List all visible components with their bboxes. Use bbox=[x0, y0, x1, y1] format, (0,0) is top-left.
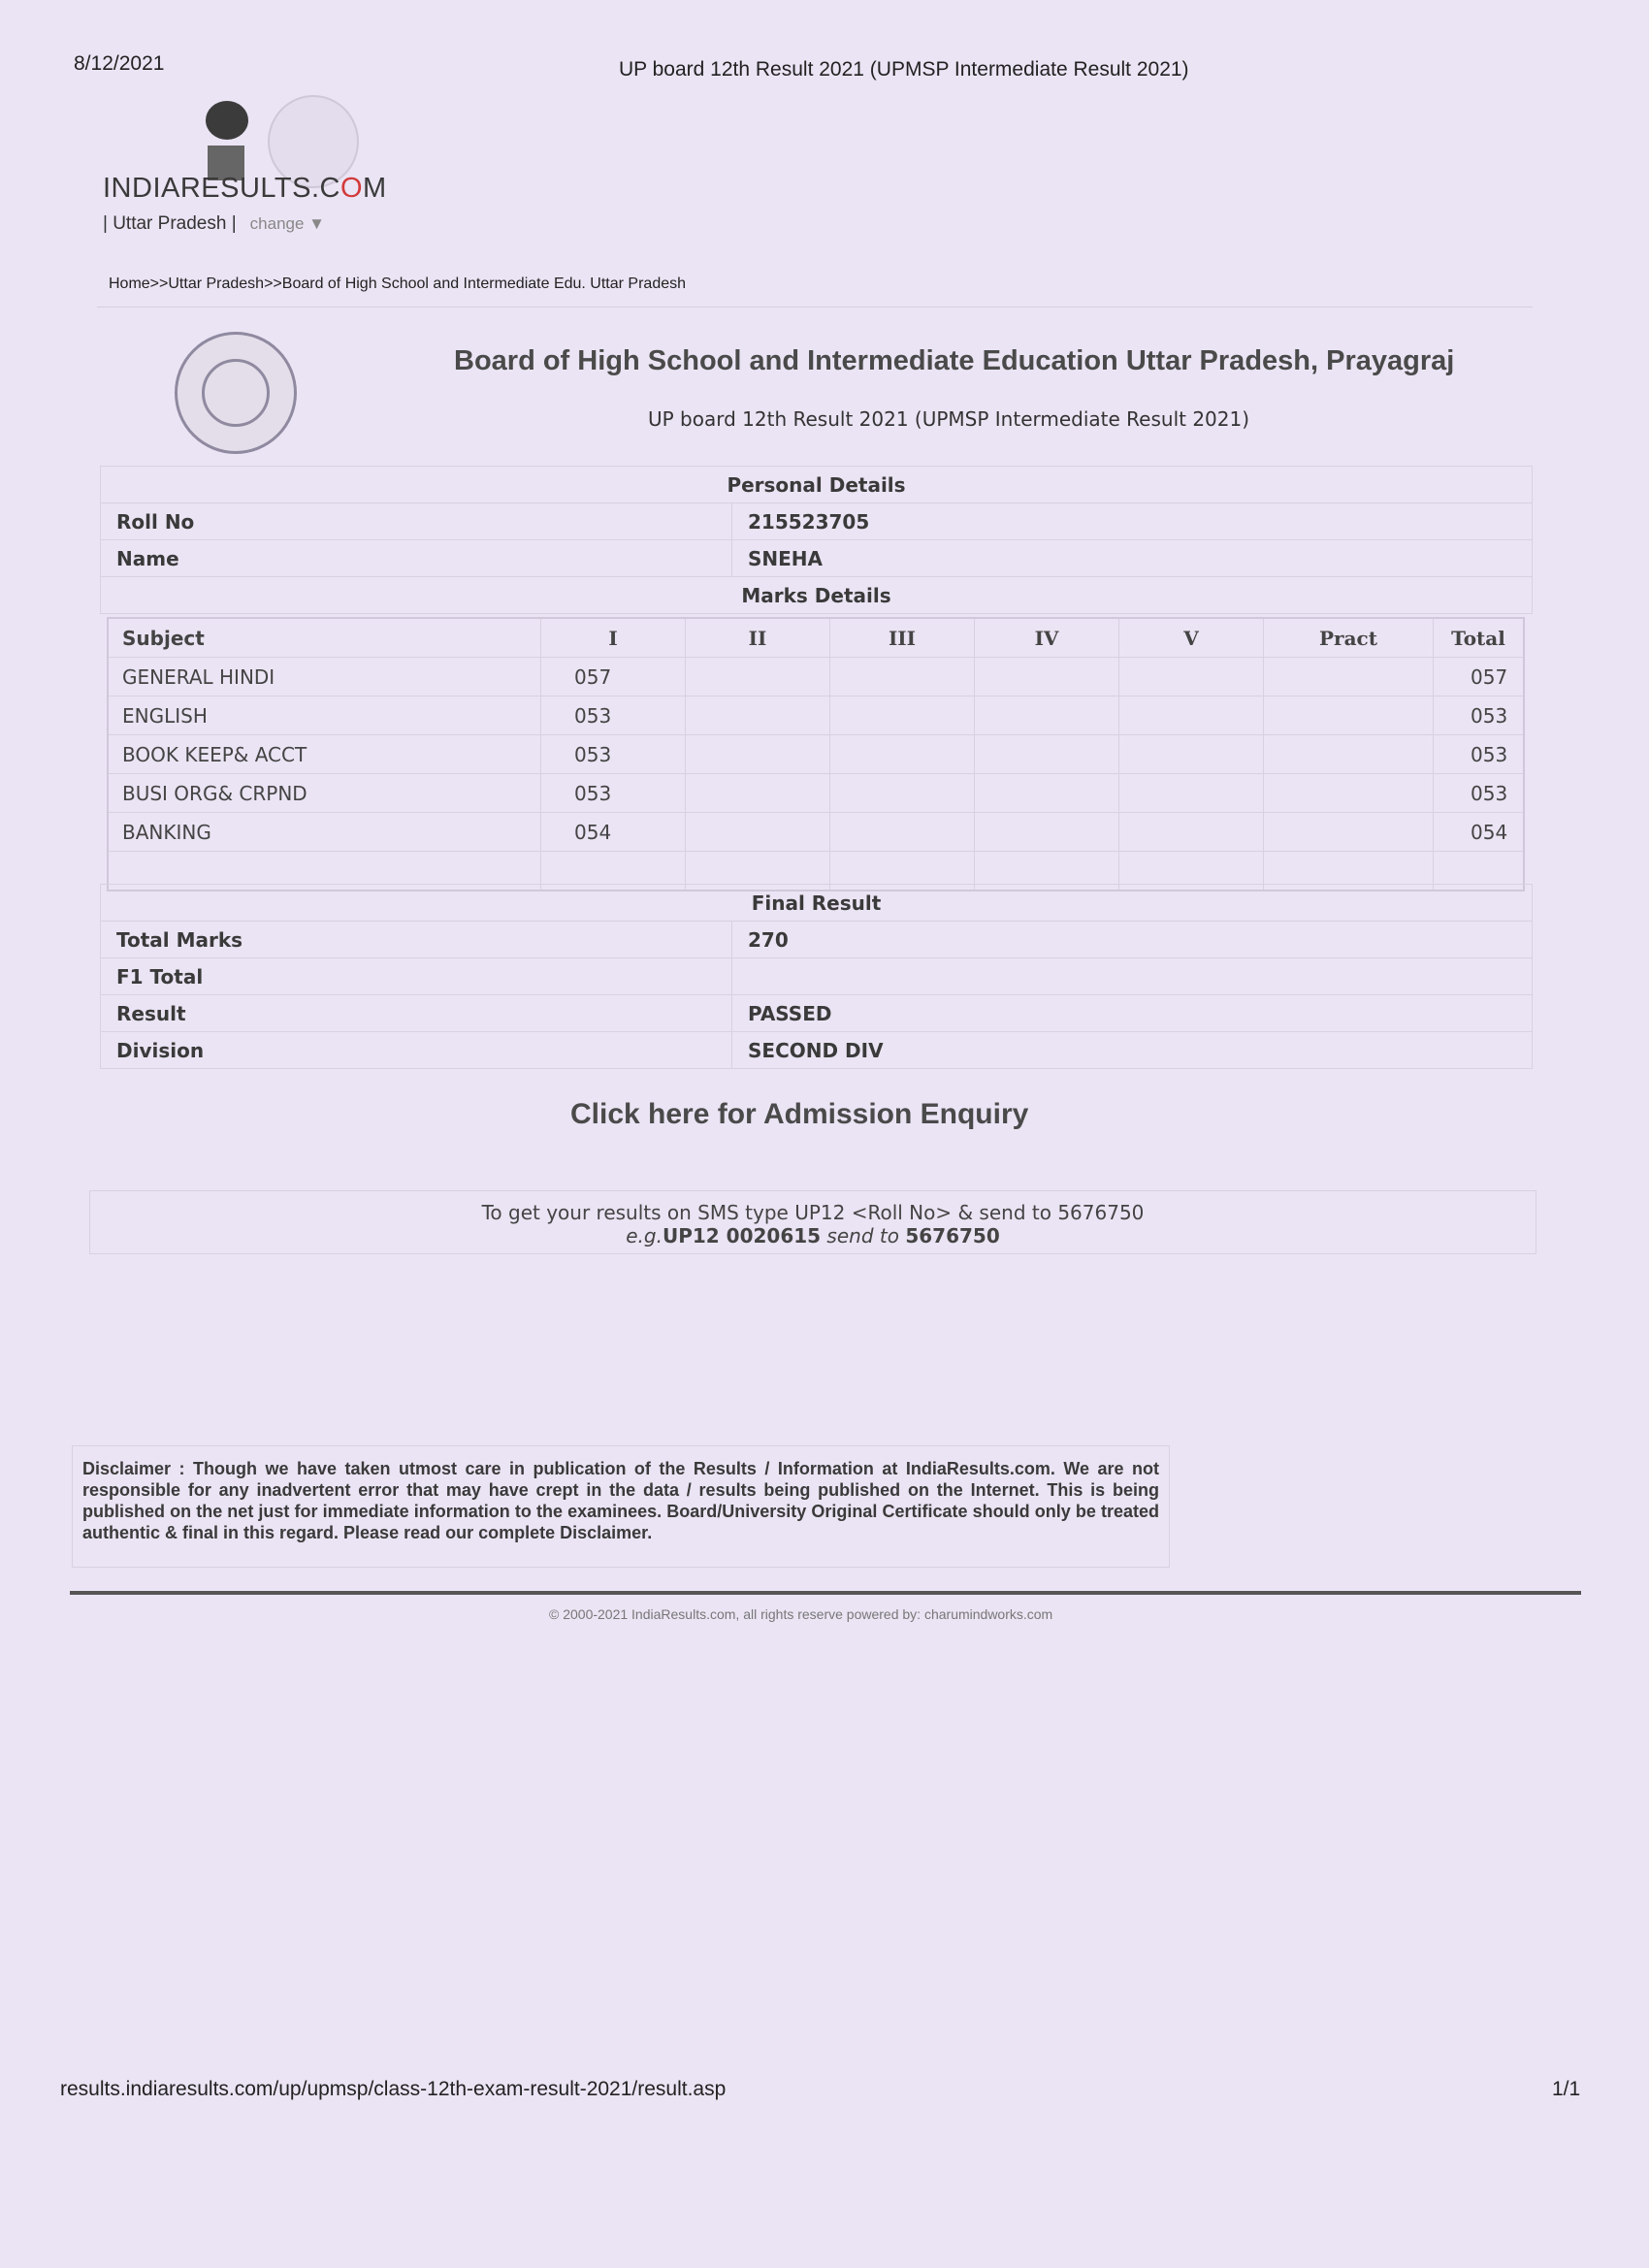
logo-icon[interactable] bbox=[206, 101, 248, 140]
total-marks-label: Total Marks bbox=[101, 922, 732, 958]
region-selector bbox=[103, 213, 325, 235]
subject-cell: GENERAL HINDI bbox=[108, 658, 541, 697]
disclaimer[interactable]: Disclaimer : Though we have taken utmost care in publication of the Results / Information at IndiaResults.com. We are not responsible for any inadvertent error that may have crept in the data / results being published on the Internet. This is being published on the net just for immediate information to the examinees. Board/University Original Certificate should only be treated authentic & final in this regard. Please read our complete Disclaimer. bbox=[72, 1445, 1170, 1568]
total-marks-value: 270 bbox=[732, 922, 1533, 958]
final-result-heading: Final Result bbox=[101, 885, 1533, 922]
col-iv: IV bbox=[975, 618, 1119, 658]
roll-no-label: Roll No bbox=[101, 503, 732, 540]
marks-details-heading: Marks Details bbox=[101, 577, 1533, 614]
total-cell: 054 bbox=[1434, 813, 1525, 852]
result-label: Result bbox=[101, 995, 732, 1032]
site-brand[interactable]: INDIARESULTS.COM bbox=[103, 173, 387, 204]
result-value: PASSED bbox=[732, 995, 1533, 1032]
subject-cell: BANKING bbox=[108, 813, 541, 852]
roll-no-value: 215523705 bbox=[732, 503, 1533, 540]
board-title: Board of High School and Intermediate Education Uttar Pradesh, Prayagraj bbox=[454, 345, 1455, 376]
mark-cell: 053 bbox=[541, 697, 686, 735]
page-number: 1/1 bbox=[1552, 2078, 1581, 2100]
total-cell: 053 bbox=[1434, 697, 1525, 735]
name-label: Name bbox=[101, 540, 732, 577]
breadcrumb[interactable]: Home>>Uttar Pradesh>>Board of High School and Intermediate Edu. Uttar Pradesh bbox=[109, 275, 687, 292]
region-label: | Uttar Pradesh | bbox=[103, 213, 237, 234]
name-value: SNEHA bbox=[732, 540, 1533, 577]
sms-example: e.g.UP12 0020615 send to 5676750 bbox=[626, 1224, 1000, 1247]
col-iii: III bbox=[830, 618, 975, 658]
print-url: results.indiaresults.com/up/upmsp/class-12th-exam-result-2021/result.asp bbox=[60, 2078, 727, 2100]
print-title: UP board 12th Result 2021 (UPMSP Intermediate Result 2021) bbox=[619, 58, 1189, 81]
divider bbox=[97, 307, 1533, 308]
footer-rule bbox=[70, 1591, 1581, 1595]
marks-header-row bbox=[108, 618, 1524, 658]
f1-total-value bbox=[732, 958, 1533, 995]
subject-cell: BUSI ORG& CRPND bbox=[108, 774, 541, 813]
table-row bbox=[108, 813, 1524, 852]
subject-cell: ENGLISH bbox=[108, 697, 541, 735]
admission-enquiry-link[interactable]: Click here for Admission Enquiry bbox=[570, 1098, 1029, 1130]
board-subtitle: UP board 12th Result 2021 (UPMSP Intermediate Result 2021) bbox=[648, 407, 1250, 431]
table-row bbox=[108, 735, 1524, 774]
col-subject: Subject bbox=[108, 618, 541, 658]
col-pract: Pract bbox=[1264, 618, 1434, 658]
total-cell: 053 bbox=[1434, 774, 1525, 813]
table-row bbox=[108, 658, 1524, 697]
change-region-link[interactable]: change ▼ bbox=[249, 214, 325, 233]
col-total: Total bbox=[1434, 618, 1525, 658]
mark-cell: 053 bbox=[541, 735, 686, 774]
seal-emblem-icon bbox=[202, 359, 270, 427]
subject-cell: BOOK KEEP& ACCT bbox=[108, 735, 541, 774]
f1-total-label: F1 Total bbox=[101, 958, 732, 995]
mark-cell: 054 bbox=[541, 813, 686, 852]
division-value: SECOND DIV bbox=[732, 1032, 1533, 1069]
personal-details-table bbox=[100, 466, 1533, 614]
personal-details-heading: Personal Details bbox=[101, 467, 1533, 503]
table-row bbox=[108, 774, 1524, 813]
sms-instructions: To get your results on SMS type UP12 <Roll No> & send to 5676750 bbox=[481, 1201, 1145, 1224]
mark-cell: 053 bbox=[541, 774, 686, 813]
col-v: V bbox=[1119, 618, 1264, 658]
mark-cell: 057 bbox=[541, 658, 686, 697]
print-date: 8/12/2021 bbox=[74, 52, 165, 75]
division-label: Division bbox=[101, 1032, 732, 1069]
total-cell: 057 bbox=[1434, 658, 1525, 697]
copyright: © 2000-2021 IndiaResults.com, all rights reserve powered by: charumindworks.com bbox=[549, 1606, 1053, 1622]
marks-table bbox=[107, 617, 1525, 891]
sms-info-box bbox=[89, 1190, 1536, 1254]
final-result-table bbox=[100, 884, 1533, 1069]
col-ii: II bbox=[686, 618, 830, 658]
table-row bbox=[108, 697, 1524, 735]
total-cell: 053 bbox=[1434, 735, 1525, 774]
col-i: I bbox=[541, 618, 686, 658]
